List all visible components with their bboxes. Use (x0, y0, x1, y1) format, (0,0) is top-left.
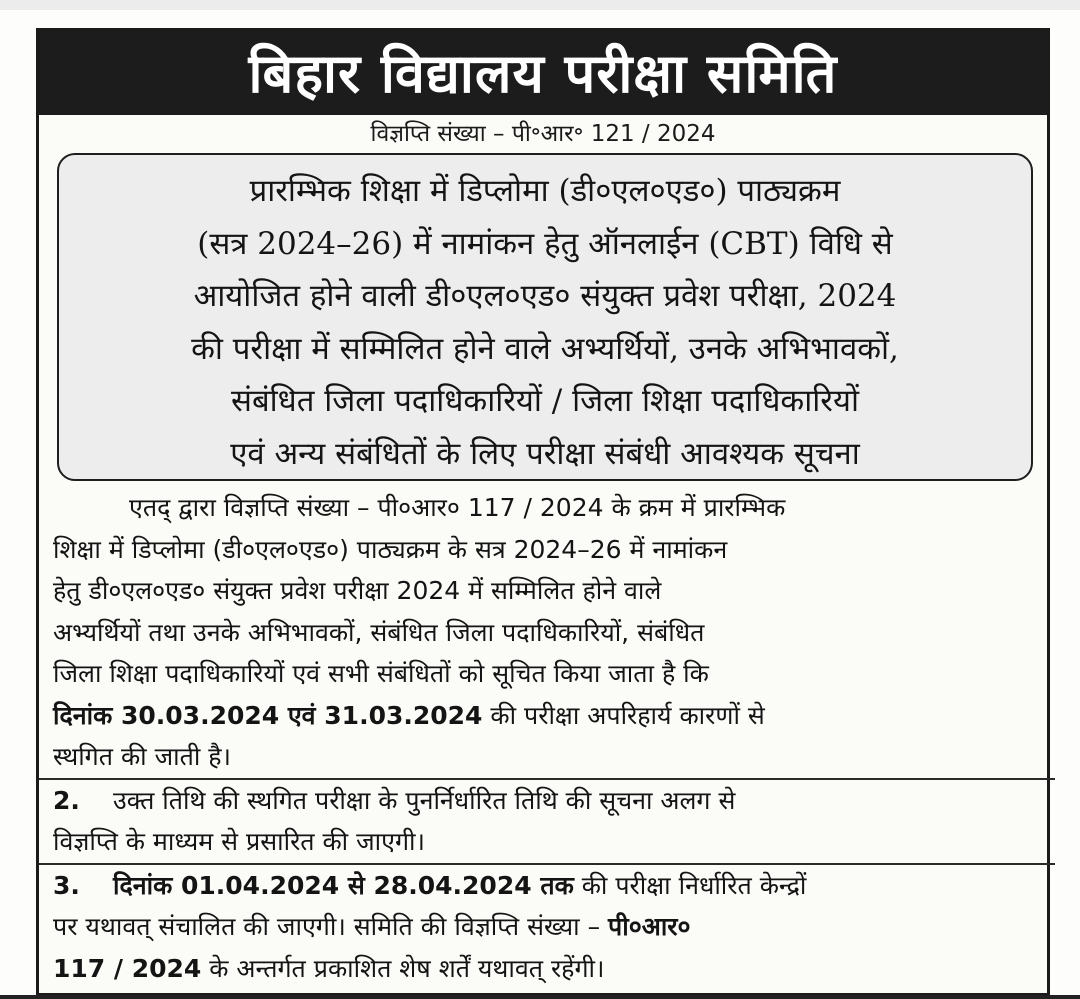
body-line: शिक्षा में डिप्लोमा (डी०एल०एड०) पाठ्यक्रम के सत्र 2024–26 में नामांकन (53, 534, 728, 564)
subject-line: आयोजित होने वाली डी०एल०एड० संयुक्त प्रवेश परीक्षा, 2024 (193, 278, 897, 315)
top-edge (0, 0, 1080, 10)
subject-line: एवं अन्य संबंधितों के लिए परीक्षा संबंधी आवश्यक सूचना (230, 435, 860, 472)
notice-number: विज्ञप्ति संख्या – पी॰आर॰ 121 / 2024 (370, 121, 716, 147)
body-line: जिला शिक्षा पदाधिकारियों एवं सभी संबंधितों को सूचित किया जाता है कि (53, 659, 709, 688)
point-number: 3. (53, 870, 80, 900)
point-text: की परीक्षा निर्धारित केन्द्रों (573, 870, 807, 900)
body-line: एतद् द्वारा विज्ञप्ति संख्या – पी०आर० 117 / 2024 के क्रम में प्रारम्भिक (129, 493, 786, 522)
point-text: उक्त तिथि की स्थगित परीक्षा के पुनर्निर्धारित तिथि की सूचना अलग से (113, 785, 736, 815)
body-line-rest: की परीक्षा अपरिहार्य कारणों से (482, 700, 765, 730)
bottom-edge (0, 995, 1080, 999)
postponed-dates: दिनांक 30.03.2024 एवं 31.03.2024 (53, 700, 483, 730)
scheduled-dates: दिनांक 01.04.2024 से 28.04.2024 तक (113, 870, 574, 900)
point-2-line (53, 780, 1041, 822)
body-line-rest: के अन्तर्गत प्रकाशित शेष शर्तें यथावत् रहेंगी। (201, 953, 605, 983)
point-number: 2. (53, 785, 80, 815)
body-line (53, 695, 1041, 737)
body-line (53, 948, 1041, 990)
subject-line: की परीक्षा में सम्मिलित होने वाले अभ्यर्थियों, उनके अभिभावकों, (191, 330, 899, 367)
point-3-line (53, 865, 1041, 907)
body-line: विज्ञप्ति के माध्यम से प्रसारित की जाएगी। (53, 827, 425, 856)
body-line (53, 906, 1041, 948)
subject-line: प्रारम्भिक शिक्षा में डिप्लोमा (डी०एल०एड०) पाठ्यक्रम (249, 173, 841, 209)
reference-code: पी०आर० (608, 912, 691, 941)
masthead-title: बिहार विद्यालय परीक्षा समिति (39, 31, 1047, 115)
subject-box (57, 153, 1033, 481)
body-line-text: पर यथावत् संचालित की जाएगी। समिति की विज्ञप्ति संख्या – (53, 912, 609, 941)
body-line: अभ्यर्थियों तथा उनके अभिभावकों, संबंधित जिला पदाधिकारियों, संबंधित (53, 617, 705, 647)
reference-number: 117 / 2024 (53, 953, 202, 983)
subject-line: संबंधित जिला पदाधिकारियों / जिला शिक्षा पदाधिकारियों (230, 383, 859, 420)
body-line: स्थगित की जाती है। (53, 742, 232, 771)
notice-body (53, 487, 1041, 989)
notice-frame (36, 28, 1050, 996)
subject-line: (सत्र 2024–26) में नामांकन हेतु ऑनलाईन (CBT) विधि से (197, 225, 893, 262)
body-line: हेतु डी०एल०एड० संयुक्त प्रवेश परीक्षा 2024 में सम्मिलित होने वाले (53, 576, 662, 605)
